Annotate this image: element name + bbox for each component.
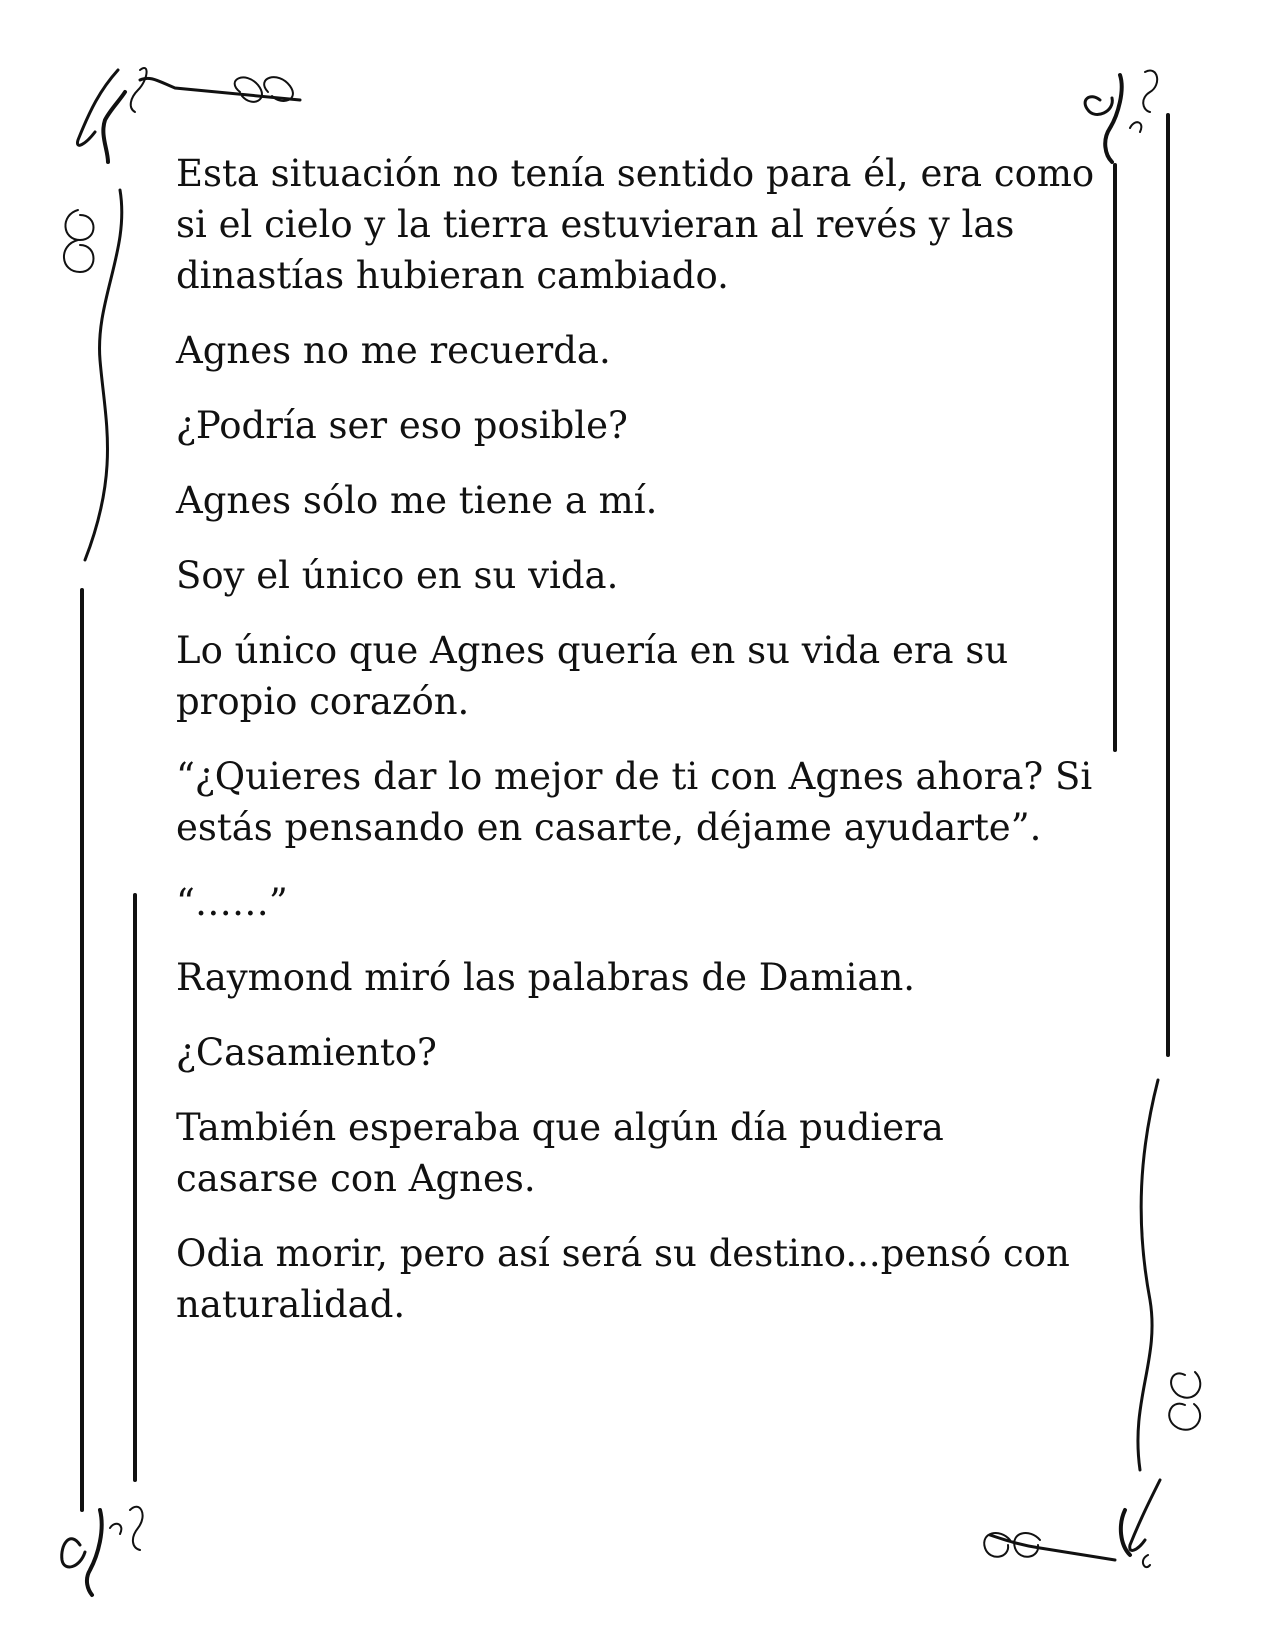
paragraph: ¿Podría ser eso posible? [176,404,628,447]
paragraph: Agnes sólo me tiene a mí. [176,479,658,522]
paragraph: ¿Casamiento? [176,1031,437,1074]
paragraph: “¿Quieres dar lo mejor de ti con Agnes ahora? Si estás pensando en casarte, déjame ayudarte”. [176,755,1093,849]
paragraph: Esta situación no tenía sentido para él, era como si el cielo y la tierra estuvieran al revés y las dinastías hubieran cambiado. [176,152,1095,297]
paragraph: Odia morir, pero así será su destino...pensó con naturalidad. [176,1232,1070,1326]
page-text [176,148,1096,1354]
paragraph: Raymond miró las palabras de Damian. [176,956,916,999]
paragraph: Soy el único en su vida. [176,554,619,597]
bottom-left-flourish-icon [62,1507,143,1595]
paragraph: También esperaba que algún día pudiera casarse con Agnes. [176,1106,944,1200]
paragraph: “……” [176,881,288,924]
paragraph: Agnes no me recuerda. [176,329,611,372]
paragraph: Lo único que Agnes quería en su vida era su propio corazón. [176,629,1009,723]
